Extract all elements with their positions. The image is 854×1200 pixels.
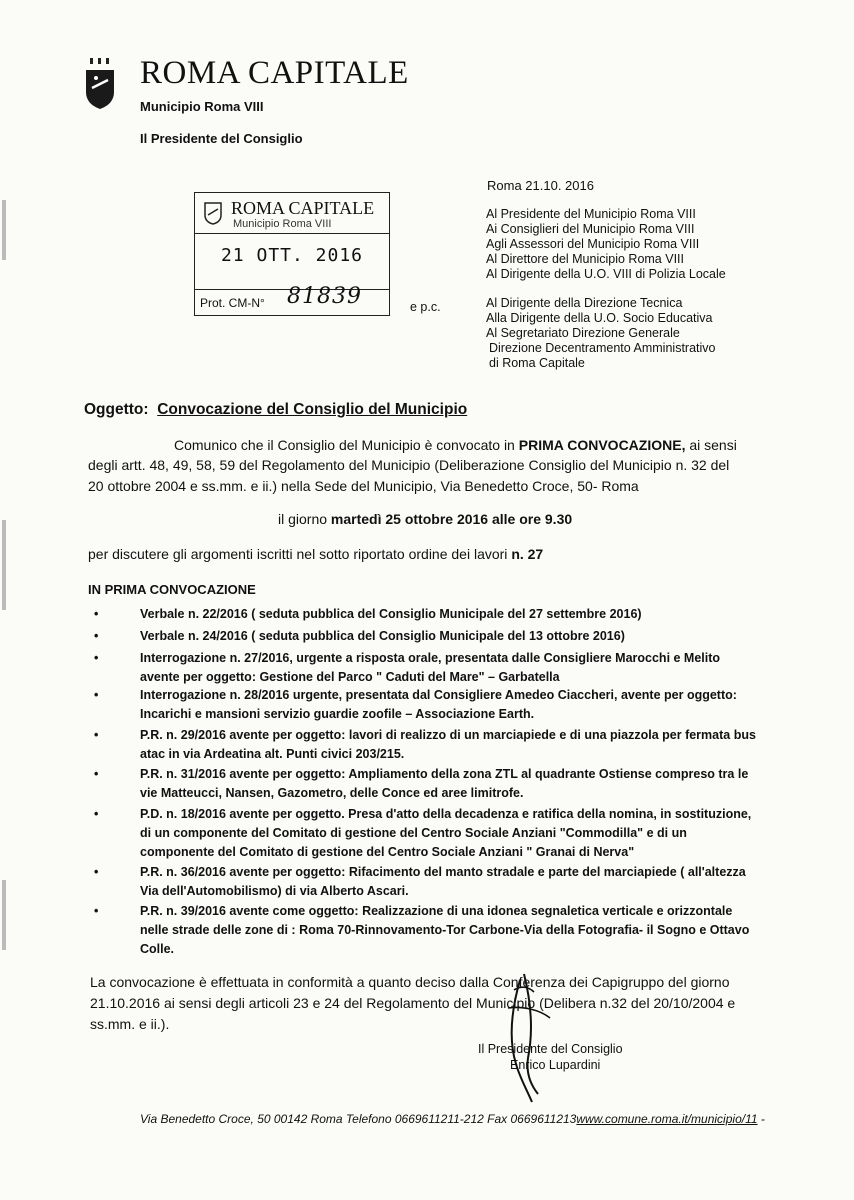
agenda-text	[140, 686, 790, 724]
agenda-line: Verbale n. 24/2016 ( seduta pubblica del Consiglio Municipale del 13 ottobre 2016)	[140, 629, 625, 643]
agenda-line: P.D. n. 18/2016 avente per oggetto. Presa d'atto della decadenza e ratifica della nomina, in sostituzione,	[140, 807, 752, 821]
agenda-text	[140, 726, 790, 764]
intro-line-1	[174, 436, 824, 455]
recipient: Ai Consiglieri del Municipio Roma VIII	[486, 222, 695, 236]
stamp-date: 21 OTT. 2016	[220, 245, 364, 266]
intro-line-2: degli artt. 48, 49, 58, 59 del Regolamento del Municipio (Deliberazione Consiglio del Municipio n. 32 del	[88, 457, 730, 473]
meeting-date-prefix: il giorno	[278, 511, 331, 527]
date-line: Roma 21.10. 2016	[487, 178, 594, 193]
protocol-label: Prot. CM-N°	[200, 296, 265, 310]
footer	[140, 1112, 765, 1126]
bullet-icon: •	[94, 607, 99, 621]
agenda-intro-text: per discutere gli argomenti iscritti nel sotto riportato ordine dei lavori	[88, 546, 512, 562]
agenda-number: n. 27	[511, 546, 544, 562]
cc-recipient: Al Segretariato Direzione Generale	[486, 326, 680, 340]
agenda-line: P.R. n. 29/2016 avente per oggetto: lavori di realizzo di un marciapiede e di una piazzola per fermata bus	[140, 728, 756, 742]
subject-line	[84, 401, 467, 419]
cc-recipient: Direzione Decentramento Amministrativo	[489, 341, 716, 355]
roma-capitale-emblem-icon	[84, 58, 116, 110]
signature-name: Enrico Lupardini	[510, 1058, 601, 1072]
agenda-line: Interrogazione n. 27/2016, urgente a risposta orale, presentata dalle Consigliere Marocchi e Melito	[140, 651, 721, 665]
agenda-line: nelle strade delle zone di : Roma 70-Rinnovamento-Tor Carbone-Via della Fotografia- il Sogno e Ottavo	[140, 923, 750, 937]
footer-link[interactable]: www.comune.roma.it/municipio/11	[576, 1112, 758, 1126]
bullet-icon: •	[94, 865, 99, 879]
bullet-icon: •	[94, 904, 99, 918]
municipio-name: Municipio Roma VIII	[140, 99, 264, 114]
cc-recipient: Alla Dirigente della U.O. Socio Educativa	[486, 311, 713, 325]
agenda-text	[140, 805, 790, 862]
intro-text: Comunico che il Consiglio del Municipio è convocato in	[174, 437, 519, 453]
footer-address: Via Benedetto Croce, 50 00142 Roma Telefono 0669611211-212 Fax 0669611213	[140, 1112, 577, 1126]
scan-artifact	[2, 520, 6, 610]
agenda-text	[140, 765, 790, 803]
cc-recipient: Al Dirigente della Direzione Tecnica	[486, 296, 683, 310]
agenda-line: P.R. n. 31/2016 avente per oggetto: Ampliamento della zona ZTL al quadrante Ostiense compreso tra le	[140, 767, 749, 781]
agenda-text	[140, 649, 790, 687]
brand-title: ROMA CAPITALE	[140, 55, 409, 91]
agenda-line: Incarichi e mansioni servizio guardie zoofile – Associazione Earth.	[140, 707, 535, 721]
recipient: Agli Assessori del Municipio Roma VIII	[486, 237, 700, 251]
bullet-icon: •	[94, 651, 99, 665]
agenda-line: P.R. n. 36/2016 avente per oggetto: Rifacimento del manto stradale e parte del marciapiede ( all'altezza	[140, 865, 746, 879]
intro-text: ai sensi	[685, 437, 737, 453]
scan-artifact	[2, 200, 6, 260]
closing-line-1: La convocazione è effettuata in conformità a quanto deciso dalla Conferenza dei Capigruppo del giorno	[90, 974, 730, 990]
bullet-icon: •	[94, 629, 99, 643]
agenda-line: Interrogazione n. 28/2016 urgente, presentata dal Consigliere Amedeo Ciaccheri, avente per oggetto:	[140, 688, 737, 702]
agenda-line: Via dell'Automobilismo) di via Alberto Ascari.	[140, 884, 409, 898]
scan-artifact	[2, 880, 6, 950]
handwritten-signature-icon	[490, 968, 560, 1108]
closing-line-3: ss.mm. e ii.).	[90, 1016, 170, 1032]
signature-title: Il Presidente del Consiglio	[478, 1042, 623, 1056]
agenda-line: di un componente del Comitato di gestione del Centro Sociale Anziani "Commodilla" e di un	[140, 826, 687, 840]
recipient: Al Dirigente della U.O. VIII di Polizia Locale	[486, 267, 726, 281]
protocol-stamp	[194, 192, 390, 316]
stamp-emblem-icon	[204, 201, 222, 225]
agenda-line: atac in via Ardeatina alt. Punti civici 203/215.	[140, 747, 405, 761]
footer-suffix: -	[757, 1112, 765, 1126]
stamp-brand: ROMA CAPITALE	[231, 198, 375, 218]
protocol-number: 81839	[287, 284, 362, 309]
cc-recipient: di Roma Capitale	[489, 356, 585, 370]
section-title: IN PRIMA CONVOCAZIONE	[88, 582, 256, 597]
bullet-icon: •	[94, 807, 99, 821]
agenda-intro	[88, 545, 543, 564]
bullet-icon: •	[94, 688, 99, 702]
meeting-date	[278, 510, 572, 529]
subject-text: Convocazione del Consiglio del Municipio	[157, 401, 468, 418]
intro-line-3: 20 ottobre 2004 e ss.mm. e ii.) nella Sede del Municipio, Via Benedetto Croce, 50- Roma	[88, 478, 639, 494]
recipients-list	[486, 207, 726, 282]
pc-label: e p.c.	[410, 300, 441, 314]
agenda-text	[140, 863, 790, 901]
prima-convocazione: PRIMA CONVOCAZIONE,	[518, 437, 686, 453]
subject-label: Oggetto:	[84, 401, 149, 418]
agenda-line: P.R. n. 39/2016 avente come oggetto: Realizzazione di una idonea segnaletica verticale e orizzontale	[140, 904, 733, 918]
agenda-line: componente del Comitato di gestione del Centro Sociale Anziani " Granai di Nerva"	[140, 845, 635, 859]
cc-recipients-list	[486, 296, 715, 371]
agenda-line: vie Matteucci, Nansen, Gazometro, delle Conce ed aree limitrofe.	[140, 786, 524, 800]
agenda-line: avente per oggetto: Gestione del Parco " Caduti del Mare" – Garbatella	[140, 670, 560, 684]
bullet-icon: •	[94, 728, 99, 742]
recipient: Al Direttore del Municipio Roma VIII	[486, 252, 684, 266]
office-title: Il Presidente del Consiglio	[140, 131, 303, 146]
recipient: Al Presidente del Municipio Roma VIII	[486, 207, 696, 221]
bullet-icon: •	[94, 767, 99, 781]
stamp-municipio: Municipio Roma VIII	[233, 218, 332, 230]
closing-line-2: 21.10.2016 ai sensi degli articoli 23 e 24 del Regolamento del Municipio (Delibera n.32 del 20/10/2004 e	[90, 995, 736, 1011]
agenda-line: Verbale n. 22/2016 ( seduta pubblica del Consiglio Municipale del 27 settembre 2016)	[140, 607, 642, 621]
meeting-date-value: martedì 25 ottobre 2016 alle ore 9.30	[330, 511, 573, 527]
agenda-line: Colle.	[140, 942, 175, 956]
agenda-text	[140, 902, 790, 959]
